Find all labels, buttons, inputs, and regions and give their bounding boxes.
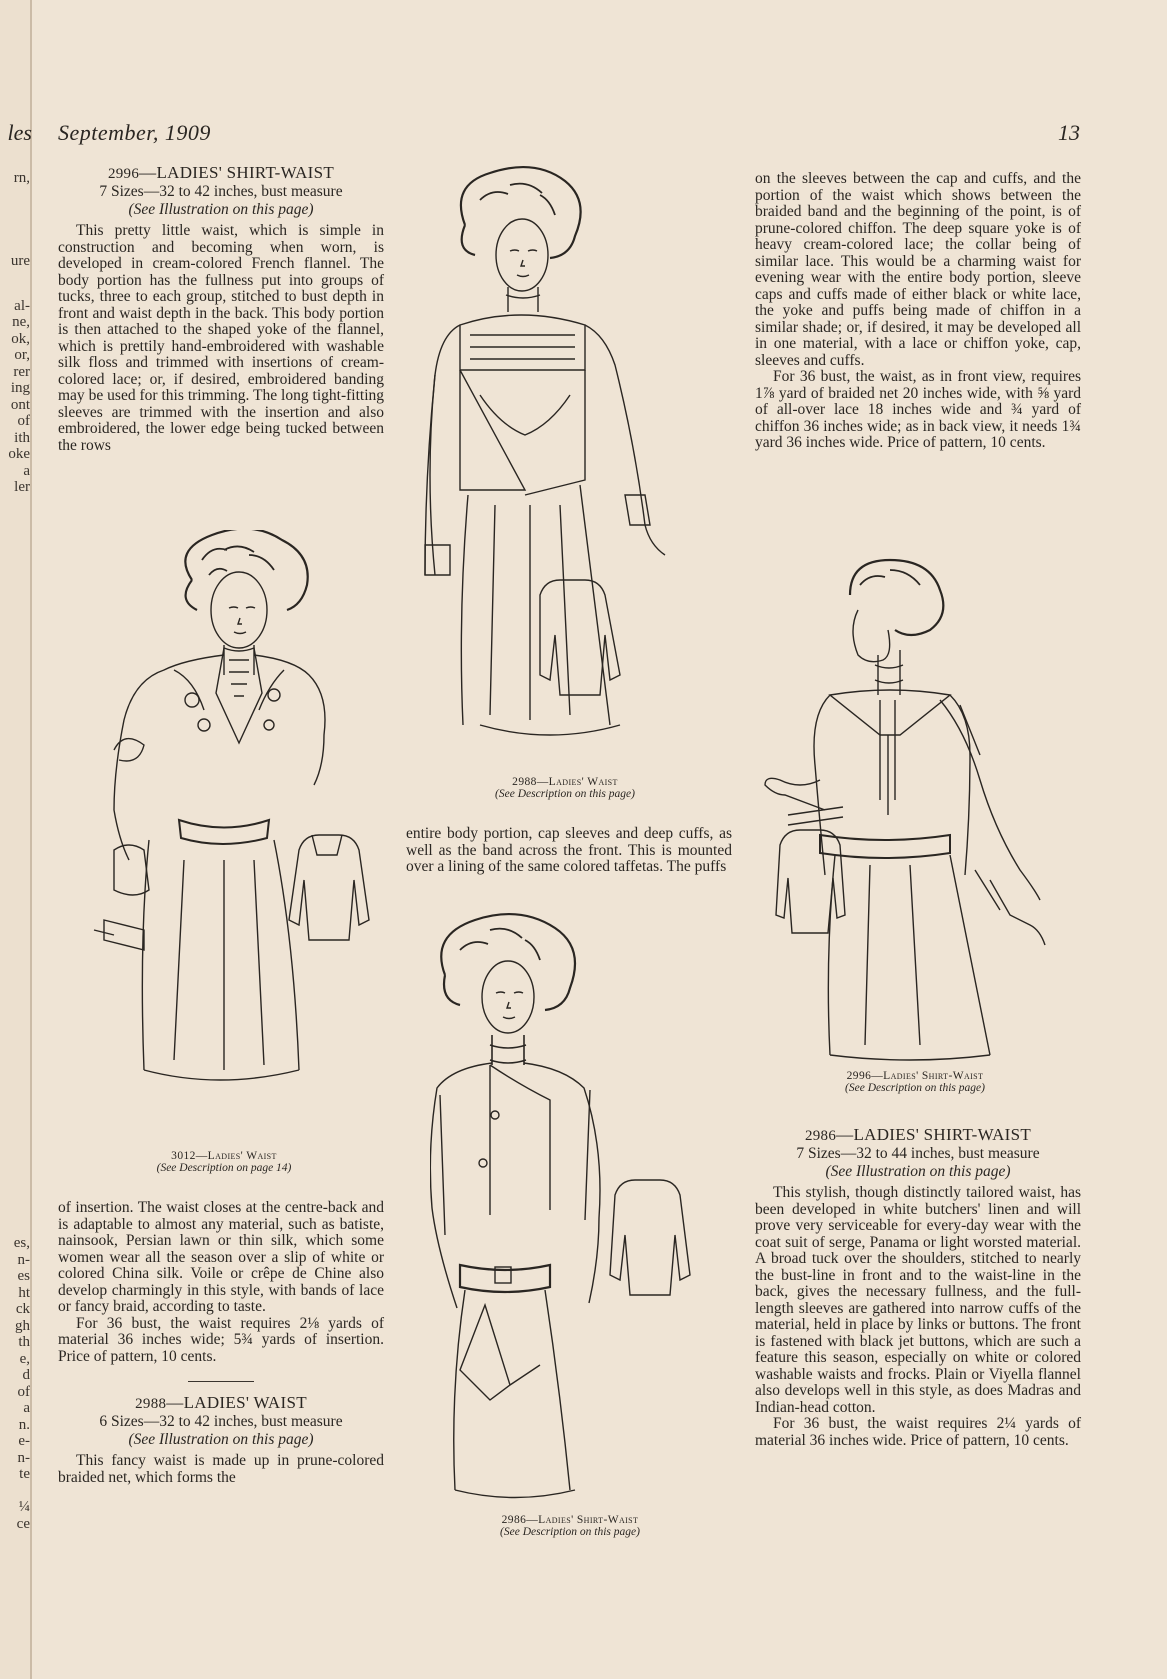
previous-page-text-fragment: es, bbox=[13, 1235, 30, 1251]
caption-2996: 2996—Ladies' Shirt-Waist (See Description on this page) bbox=[845, 1070, 985, 1094]
illustration-3012-waist bbox=[74, 530, 374, 1150]
previous-page-text-fragment: ont bbox=[10, 397, 30, 413]
previous-page-text-fragment: a bbox=[23, 1400, 30, 1416]
previous-page-text-fragment: ck bbox=[15, 1301, 30, 1317]
previous-page-text-fragment: es bbox=[17, 1268, 30, 1284]
article-paragraph: For 36 bust, the waist requires 2¼ yards of material 36 inches wide. Price of pattern, 10 cents. bbox=[755, 1415, 1081, 1449]
issue-date: September, 1909 bbox=[58, 120, 211, 145]
article-paragraph: This pretty little waist, which is simple in construction and becoming when worn, is developed in cream-colored French flannel. The body portion has the fullness put into groups of tucks, three to each group, stitched to bust depth in front and waist depth in the back. This body portion is then attached to the shaped yoke of the flannel, which is prettily hand-embroidered with washable silk floss and trimmed with insertions of cream-colored lace; or, if desired, embroidered banding may be used for this trimming. The long tight-fitting sleeves are trimmed with the insertion and also embroidered, the lower edge being tucked between the rows bbox=[58, 222, 384, 454]
previous-page-header-fragment: les bbox=[7, 120, 32, 145]
article-heading: 2986—LADIES' SHIRT-WAIST bbox=[804, 1125, 1032, 1144]
previous-page-text-fragment: ht bbox=[18, 1285, 30, 1301]
previous-page-text-fragment: ing bbox=[10, 380, 30, 396]
article-2988-right-column bbox=[755, 171, 1081, 452]
previous-page-text-fragment: ler bbox=[14, 479, 30, 495]
caption-3012: 3012—Ladies' Waist (See Description on page 14) bbox=[156, 1150, 292, 1174]
previous-page-text-fragment: rer bbox=[13, 364, 30, 380]
article-2996-top bbox=[58, 164, 384, 454]
illustration-2988-waist bbox=[420, 165, 710, 765]
section-divider bbox=[188, 1381, 254, 1382]
article-paragraph: entire body portion, cap sleeves and deep cuffs, as well as the band across the front. This is mounted over a lining of the same colored taffetas. The puffs bbox=[406, 825, 732, 875]
previous-page-text-fragment: n. bbox=[18, 1417, 30, 1433]
article-2996-continued bbox=[58, 1200, 384, 1486]
article-paragraph: For 36 bust, the waist, as in front view, requires 1⅞ yard of braided net 20 inches wide, with ⅝ yard of all-over lace 18 inches wide and ¾ yard of chiffon 36 inches wide; as in back view, it needs 1¾ yard 36 inches wide. Price of pattern, 10 cents. bbox=[755, 368, 1081, 451]
previous-page-text-fragment: or, bbox=[14, 347, 30, 363]
article-paragraph: This fancy waist is made up in prune-colored braided net, which forms the bbox=[58, 1452, 384, 1486]
article-heading: 2996—LADIES' SHIRT-WAIST bbox=[107, 163, 335, 182]
article-paragraph: This stylish, though distinctly tailored waist, has been developed in white butchers' linen and will prove very serviceable for every-day wear with the coat suit of serge, Panama or light worsted material. A broad tuck over the shoulders, stitched to nearly the bust-line in front and to the waist-line in the back, gives the necessary fullness, and the full-length sleeves are gathered into narrow cuffs of the material, held in place by links or buttons. The front is fastened with black jet buttons, which are such a feature this season, especially on white or colored washable waists and frocks. Plain or Viyella flannel also develops well in this style, as does Madras and Indian-head cotton. bbox=[755, 1184, 1081, 1416]
article-sizes: 7 Sizes—32 to 44 inches, bust measure bbox=[796, 1145, 1040, 1162]
page-header bbox=[7, 120, 1080, 150]
article-paragraph: For 36 bust, the waist requires 2⅛ yards of material 36 inches wide; 5¾ yards of insertion. Price of pattern, 10 cents. bbox=[58, 1314, 384, 1365]
illustration-2986-shirt-waist bbox=[430, 905, 720, 1505]
previous-page-text-fragment: ¼ bbox=[18, 1499, 30, 1515]
article-2988-continued bbox=[406, 826, 732, 876]
caption-2988: 2988—Ladies' Waist (See Description on this page) bbox=[495, 776, 635, 800]
article-paragraph: of insertion. The waist closes at the centre-back and is adaptable to almost any material, such as batiste, nainsook, Persian lawn or thin silk, which some women wear all the season over a slip of white or colored China silk. Voile or crêpe de Chine also develop charmingly in this style, with bands of lace or fancy braid, according to taste. bbox=[58, 1199, 384, 1315]
previous-page-text-fragment: d bbox=[22, 1367, 30, 1383]
previous-page-text-fragment: gh bbox=[15, 1318, 30, 1334]
previous-page-text-fragment: th bbox=[18, 1334, 30, 1350]
article-see-illustration: (See Illustration on this page) bbox=[128, 201, 314, 218]
article-sizes: 6 Sizes—32 to 42 inches, bust measure bbox=[99, 1413, 343, 1430]
previous-page-text-fragment: e- bbox=[18, 1433, 30, 1449]
previous-page-text-fragment: n- bbox=[17, 1252, 30, 1268]
previous-page-text-fragment: ure bbox=[10, 253, 30, 269]
article-see-illustration: (See Illustration on this page) bbox=[825, 1163, 1011, 1180]
previous-page-text-fragment: a bbox=[23, 463, 30, 479]
article-paragraph: on the sleeves between the cap and cuffs, and the portion of the waist which shows between the braided band and the beginning of the point, is of prune-colored chiffon. The deep square yoke is of heavy cream-colored lace; the collar being of similar lace. This would be a charming waist for evening wear with the entire body portion, sleeve caps and cuffs made of either black or white lace, the yoke and puffs being made of chiffon in a similar shade; or, if desired, it may be developed all in one material, with a lace or chiffon yoke, cap, sleeves and cuffs. bbox=[755, 170, 1081, 369]
article-2986 bbox=[755, 1126, 1081, 1449]
previous-page-text-fragment: ith bbox=[14, 430, 30, 446]
previous-page-text-fragment: te bbox=[19, 1466, 30, 1482]
caption-2986: 2986—Ladies' Shirt-Waist (See Description on this page) bbox=[500, 1514, 640, 1538]
article-sizes: 7 Sizes—32 to 42 inches, bust measure bbox=[99, 183, 343, 200]
previous-page-text-fragment: e, bbox=[19, 1351, 30, 1367]
previous-page-text-fragment: rn, bbox=[13, 170, 30, 186]
previous-page-text-fragment: ne, bbox=[12, 314, 30, 330]
previous-page-text-fragment: of bbox=[17, 413, 30, 429]
previous-page-text-fragment: al- bbox=[14, 298, 30, 314]
previous-page-text-fragment: n- bbox=[17, 1450, 30, 1466]
article-heading-2988: 2988—LADIES' WAIST bbox=[135, 1393, 307, 1412]
previous-page-edge bbox=[0, 0, 32, 1679]
page-number: 13 bbox=[1058, 120, 1080, 145]
previous-page-text-fragment: ce bbox=[16, 1516, 30, 1532]
previous-page-text-fragment: ok, bbox=[11, 331, 30, 347]
illustration-2996-shirt-waist bbox=[760, 555, 1090, 1065]
previous-page-text-fragment: oke bbox=[8, 446, 30, 462]
previous-page-text-fragment: of bbox=[17, 1384, 30, 1400]
article-see-illustration: (See Illustration on this page) bbox=[128, 1431, 314, 1448]
